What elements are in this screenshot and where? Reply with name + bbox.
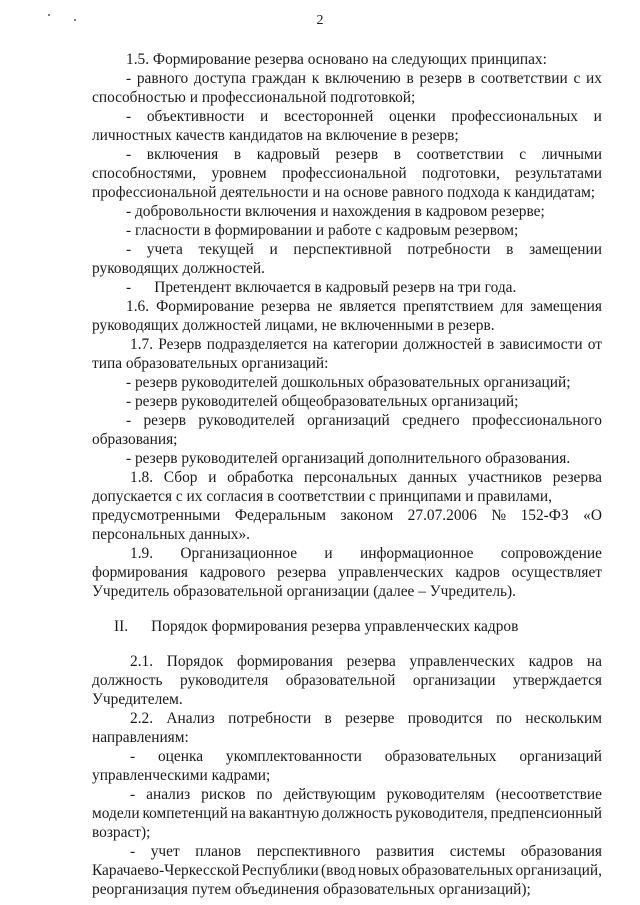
- text-line: - равного доступа граждан к включению в резерв в соответствии с их: [126, 70, 602, 87]
- text-line: 2.1. Порядок формирования резерва управленческих кадров на: [130, 653, 602, 670]
- text-line: допускается с их согласия в соответствии с принципами и правилами,: [92, 488, 552, 505]
- text-line: - гласности в формировании и работе с кадровым резервом;: [126, 222, 519, 239]
- text-line: - оценка укомплектованности образовательных организаций: [130, 748, 602, 765]
- text-line: - резерв руководителей организаций среднего профессионального: [126, 412, 602, 429]
- text-line: предусмотренными Федеральным законом 27.07.2006 № 152-ФЗ «О: [92, 507, 602, 524]
- text-line: - учета текущей и перспективной потребности в замещении: [126, 241, 602, 258]
- text-line: 1.6. Формирование резерва не является препятствием для замещения: [126, 298, 602, 315]
- page-number: 2: [316, 13, 324, 28]
- text-line: руководящих должностей.: [92, 260, 265, 277]
- text-line: - резерв руководителей организаций дополнительного образования.: [126, 450, 571, 467]
- text-line: управленческими кадрами;: [92, 767, 271, 784]
- text-line: направлениям:: [92, 729, 189, 746]
- text-line: 2.2. Анализ потребности в резерве проводится по нескольким: [130, 710, 602, 727]
- text-line: Учредитель образовательной организации (далее – Учредитель).: [92, 583, 517, 600]
- text-line: формирования кадрового резерва управленческих кадров осуществляет: [92, 564, 602, 581]
- section-heading: II. Порядок формирования резерва управленческих кадров: [114, 618, 519, 635]
- text-line: - добровольности включения и нахождения в кадровом резерве;: [126, 203, 545, 220]
- text-line: возраст);: [92, 824, 151, 841]
- text-line: руководящих должностей лицами, не включенными в резерв.: [92, 317, 495, 334]
- text-line: - включения в кадровый резерв в соответствии с личными: [126, 146, 602, 163]
- text-line: - учет планов перспективного развития системы образования: [130, 843, 602, 860]
- text-line: 1.8. Сбор и обработка персональных данных участников резерва: [130, 469, 602, 486]
- text-line: - анализ рисков по действующим руководителям (несоответствие: [130, 786, 602, 803]
- text-line: 1.5. Формирование резерва основано на следующих принципах:: [126, 51, 547, 68]
- text-line: - Претендент включается в кадровый резерв на три года.: [126, 279, 517, 296]
- text-line: 1.9. Организационное и информационное сопровождение: [130, 545, 602, 562]
- text-line: должность руководителя образовательной организации утверждается: [92, 672, 602, 689]
- text-line: образования;: [92, 431, 178, 448]
- text-line: - объективности и всесторонней оценки профессиональных и: [126, 108, 602, 125]
- text-line: профессиональной деятельности и на основе равного подхода к кандидатам;: [92, 184, 596, 201]
- text-line: способностью и профессиональной подготовкой;: [92, 89, 416, 106]
- text-line: Учредителем.: [92, 691, 183, 708]
- text-line: - резерв руководителей дошкольных образовательных организаций;: [126, 374, 571, 391]
- text-line: - резерв руководителей общеобразовательных организаций;: [126, 393, 519, 410]
- text-line: реорганизация путем объединения образовательных организаций);: [92, 881, 531, 898]
- document-body: [92, 50, 602, 899]
- text-line: персональных данных».: [92, 526, 251, 543]
- text-line: Карачаево-Черкесской Республики (ввод новых образовательных организаций,: [92, 862, 602, 879]
- text-line: личностных качеств кандидатов на включение в резерв;: [92, 127, 459, 144]
- text-line: модели компетенций на вакантную должность руководителя, предпенсионный: [92, 805, 602, 822]
- text-line: типа образовательных организаций:: [92, 355, 329, 372]
- text-line: способностями, уровнем профессиональной подготовки, результатами: [92, 165, 602, 182]
- text-line: 1.7. Резерв подразделяется на категории должностей в зависимости от: [130, 336, 602, 353]
